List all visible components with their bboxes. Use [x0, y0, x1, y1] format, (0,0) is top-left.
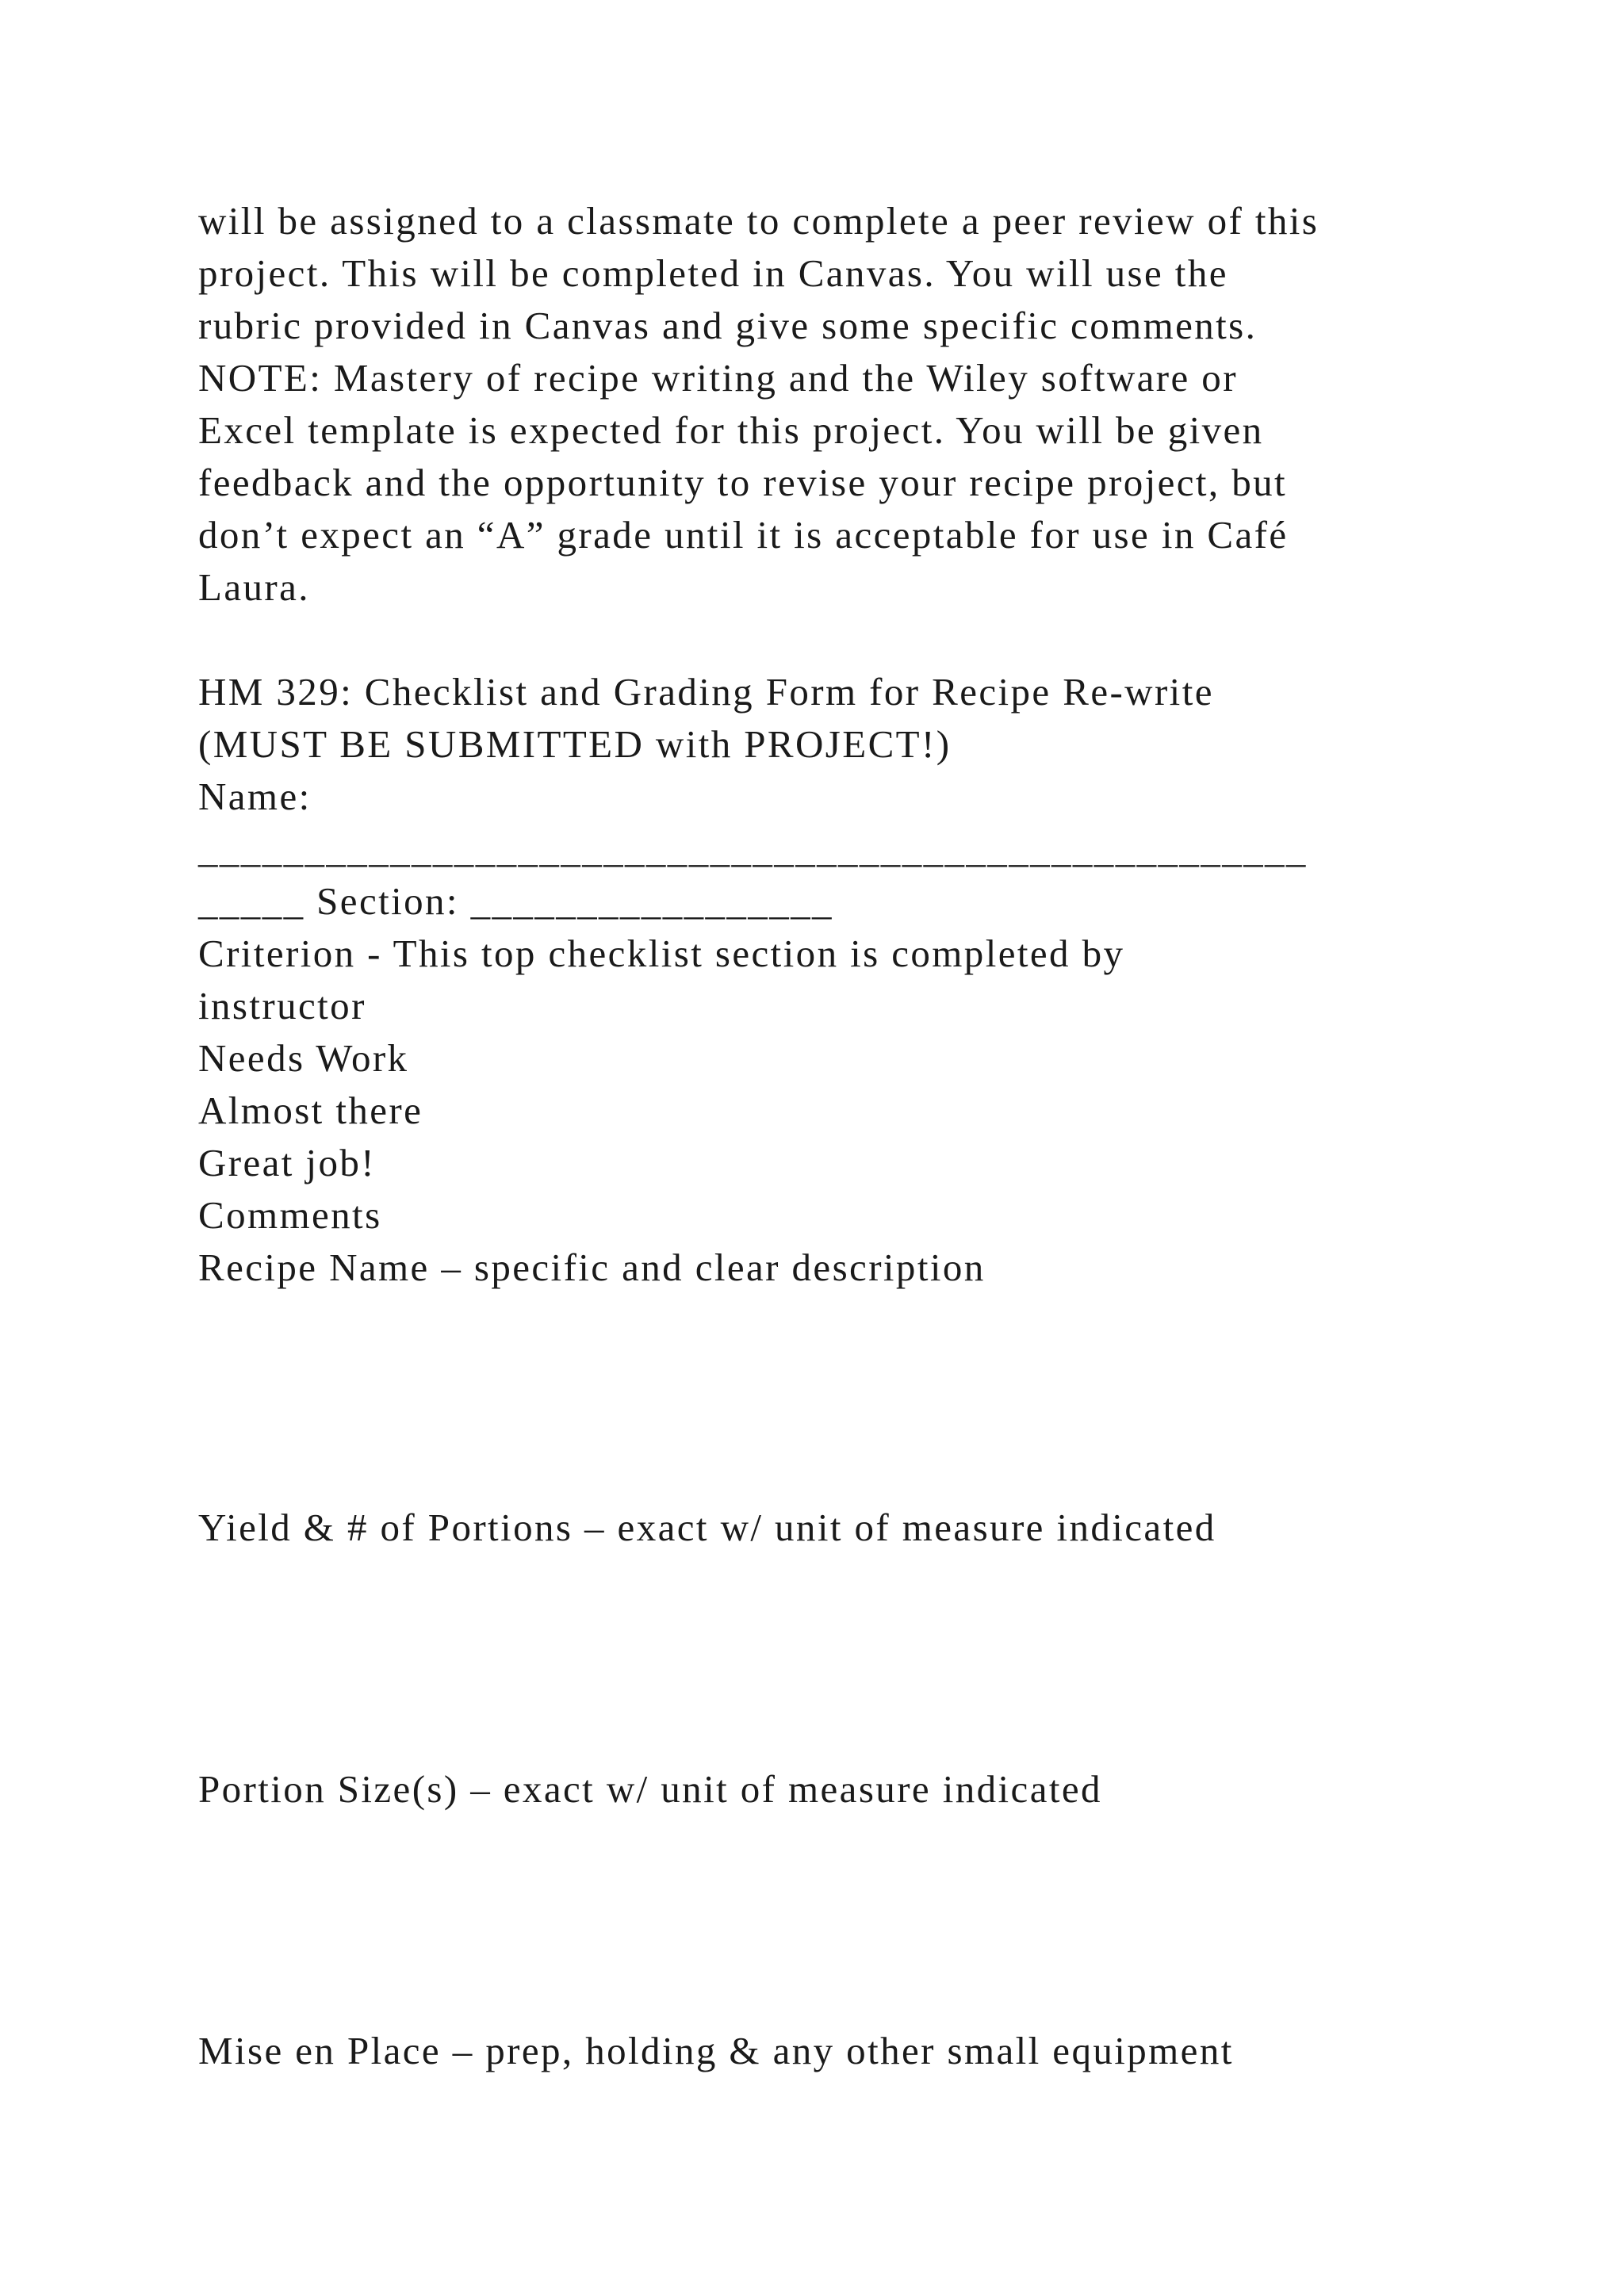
- criterion-mise-en-place: Mise en Place – prep, holding & any other small equipment: [198, 2029, 1234, 2072]
- paragraph-line: Laura.: [198, 565, 310, 609]
- criterion-yield: Yield & # of Portions – exact w/ unit of measure indicated: [198, 1506, 1216, 1549]
- paragraph-line: NOTE: Mastery of recipe writing and the Wiley software or: [198, 356, 1238, 400]
- criterion-header: Criterion - This top checklist section is completed by: [198, 932, 1125, 975]
- criterion-row: [198, 1502, 1515, 1554]
- rating-great-job: Great job!: [198, 1141, 376, 1184]
- name-label: Name:: [198, 775, 312, 818]
- criterion-header-continued: instructor: [198, 984, 366, 1027]
- paragraph-line: rubric provided in Canvas and give some specific comments.: [198, 304, 1258, 347]
- intro-paragraph: [198, 195, 1515, 614]
- form-subtitle: (MUST BE SUBMITTED with PROJECT!): [198, 722, 952, 766]
- rating-almost-there: Almost there: [198, 1089, 423, 1132]
- paragraph-line: Excel template is expected for this project. You will be given: [198, 408, 1264, 452]
- paragraph-line: don’t expect an “A” grade until it is acceptable for use in Café: [198, 513, 1289, 557]
- form-title: HM 329: Checklist and Grading Form for Recipe Re-write: [198, 670, 1214, 714]
- criterion-recipe-name: Recipe Name – specific and clear description: [198, 1246, 986, 1289]
- comments-label: Comments: [198, 1193, 382, 1237]
- name-blank: ____________________________________________________: [198, 827, 1308, 871]
- criterion-row: [198, 2025, 1515, 2077]
- paragraph-line: project. This will be completed in Canvas. You will use the: [198, 251, 1228, 295]
- section-line: _____ Section: _________________: [198, 879, 833, 923]
- paragraph-line: will be assigned to a classmate to complete a peer review of this: [198, 199, 1320, 243]
- criterion-row: [198, 1763, 1515, 1816]
- grading-form-header: [198, 666, 1515, 1294]
- paragraph-line: feedback and the opportunity to revise your recipe project, but: [198, 461, 1288, 504]
- rating-needs-work: Needs Work: [198, 1036, 409, 1080]
- criterion-portion-size: Portion Size(s) – exact w/ unit of measure indicated: [198, 1767, 1102, 1811]
